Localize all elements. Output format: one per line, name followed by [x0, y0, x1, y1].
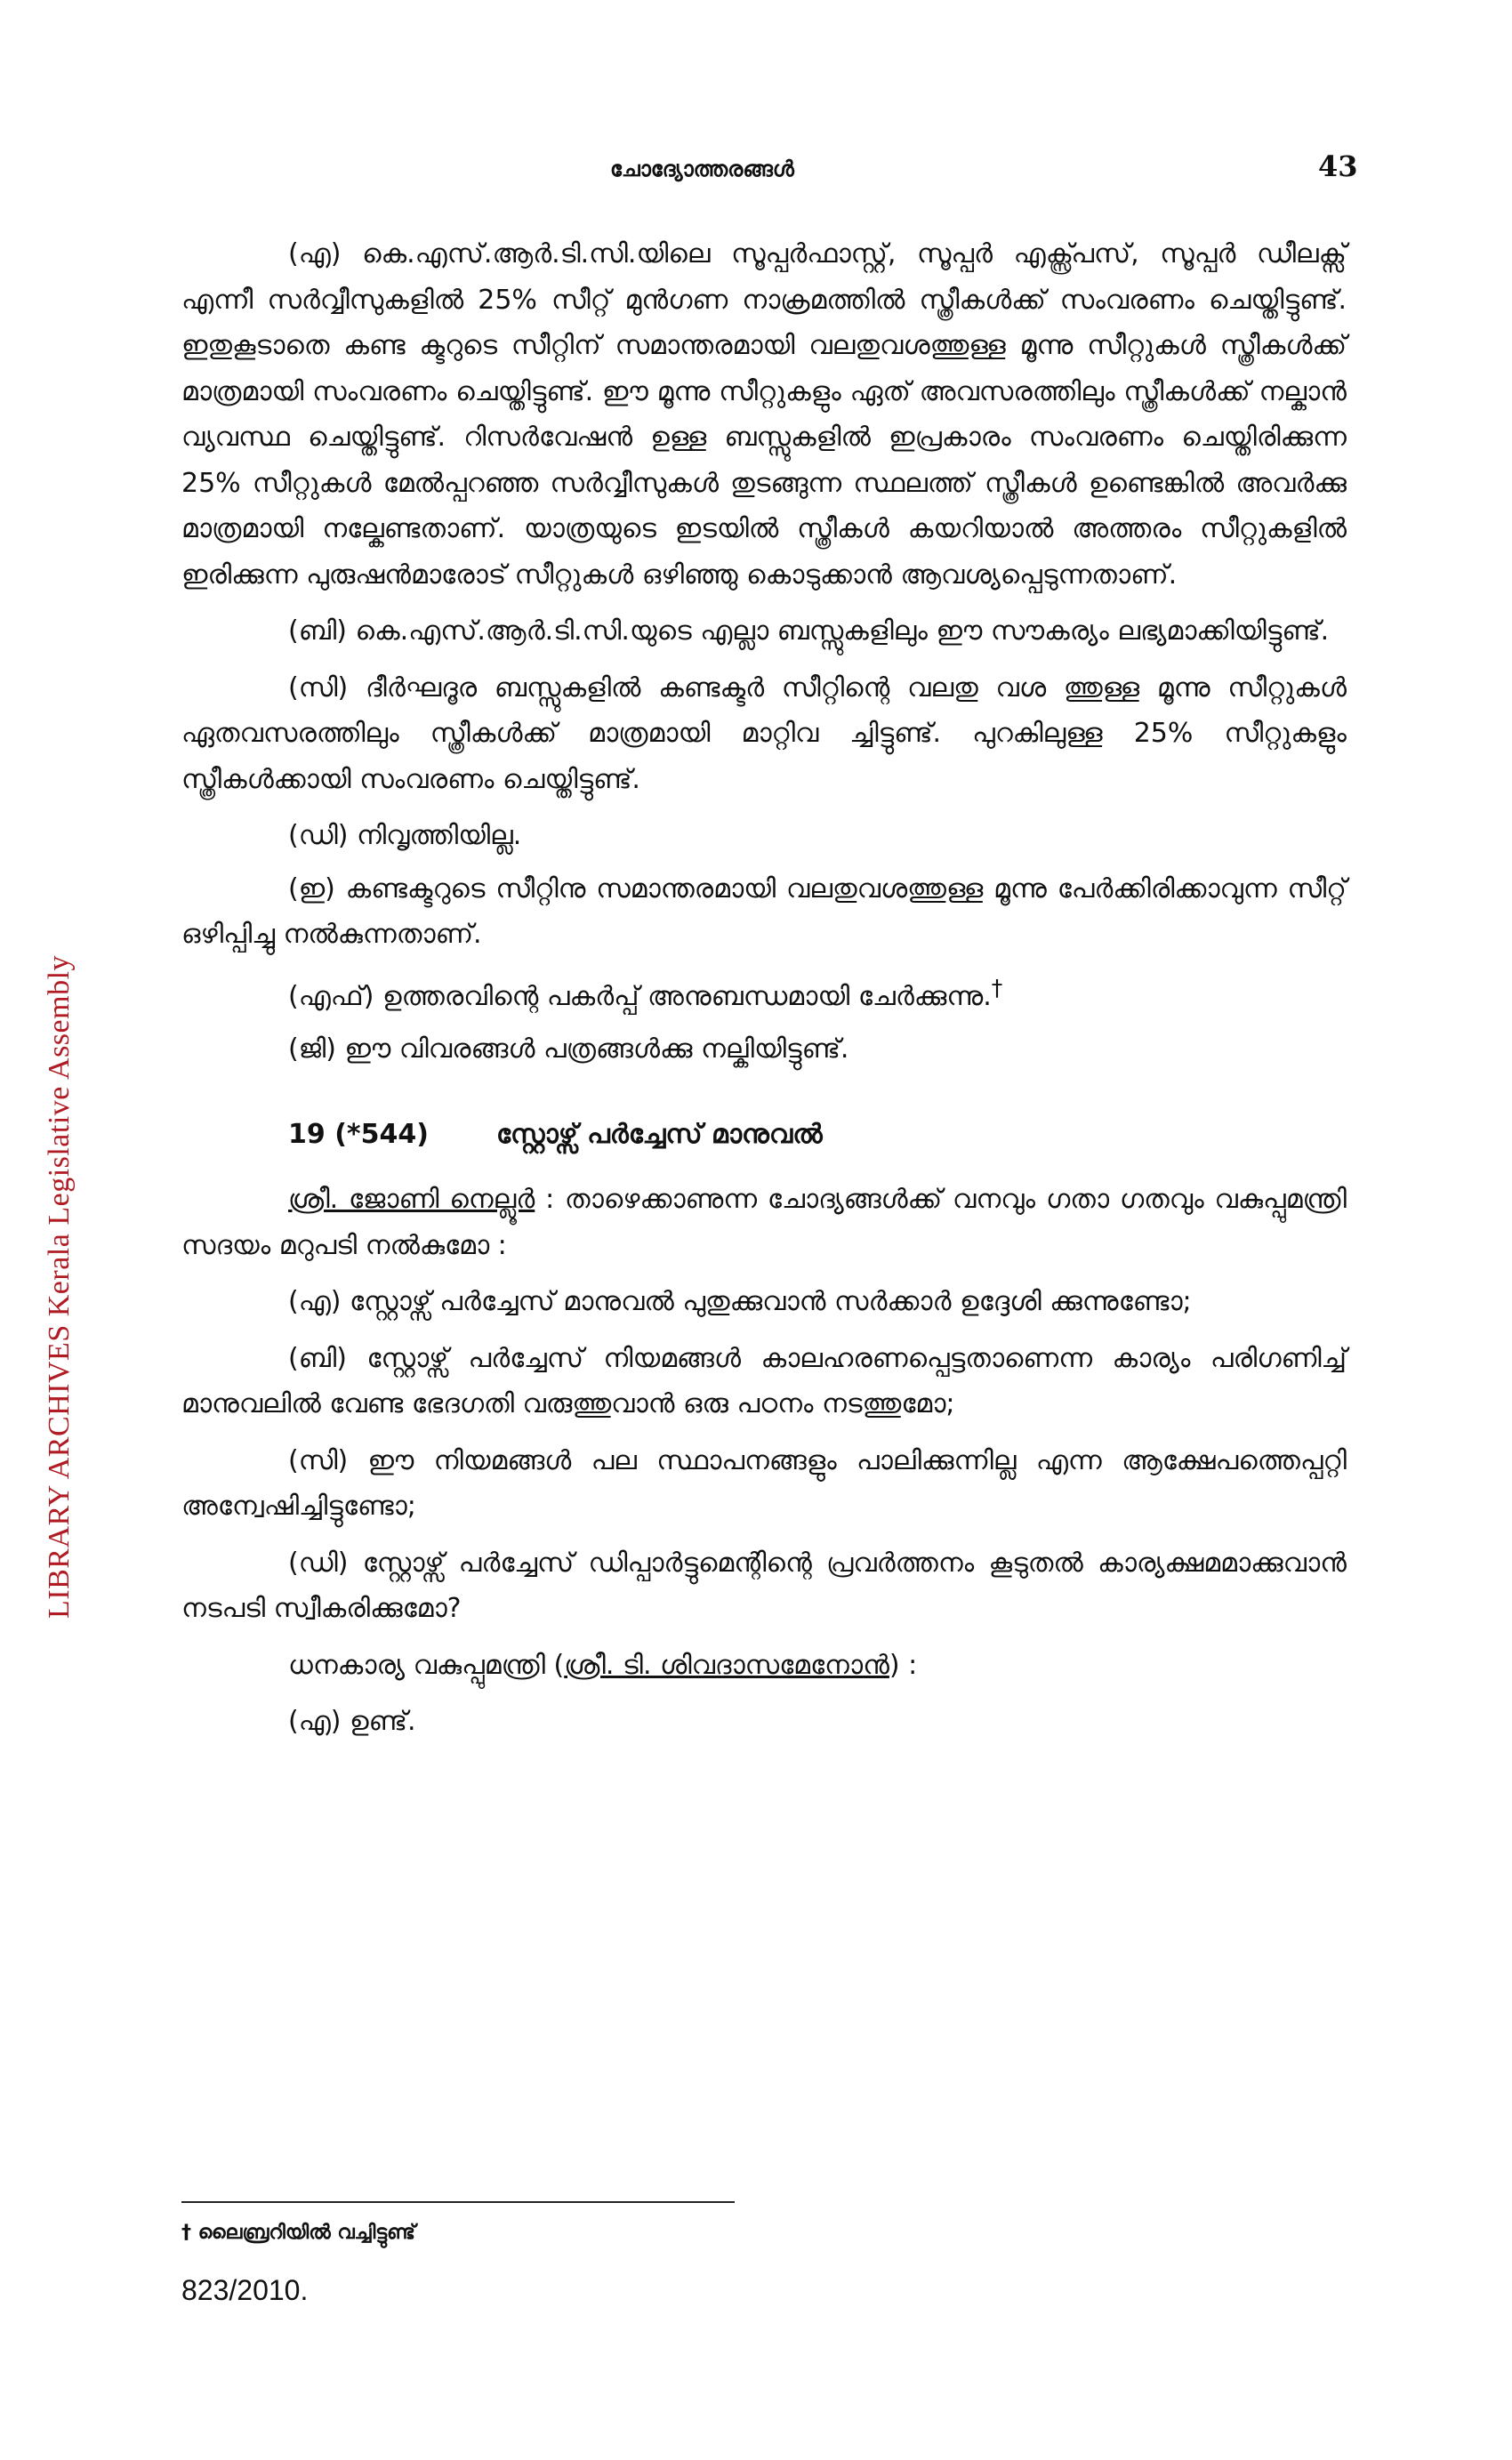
reply-suffix: ) : — [889, 1649, 918, 1681]
answer-part-f — [181, 965, 1347, 1020]
question-number: 19 (*544) — [288, 1118, 429, 1150]
page-body — [181, 231, 1347, 1756]
question-part-a: (എ) സ്റ്റോഴ്സ് പർച്ചേസ് മാനുവൽ പുതുക്കുവാൻ സർക്കാർ ഉദ്ദേശി ക്കുന്നുണ്ടോ; — [288, 1286, 1192, 1317]
question-title: സ്റ്റോഴ്സ് പർച്ചേസ് മാനുവൽ — [496, 1118, 823, 1150]
question-part-b: (ബി) സ്റ്റോഴ്സ് പർച്ചേസ് നിയമങ്ങൾ കാലഹരണപ്പെട്ടതാണെന്ന കാര്യം പരിഗണിച്ച് മാനുവലിൽ വേണ്ട ഭേദഗതി വരുത്തുവാൻ ഒരു പഠനം നടത്തുമോ; — [181, 1342, 1347, 1419]
question-intro-text: : താഴെക്കാണുന്ന ചോദ്യങ്ങൾക്ക് വനവും ഗതാ ഗതവും വകുപ്പുമന്ത്രി സദയം മറുപടി നൽകുമോ : — [181, 1184, 1347, 1261]
answer-part-d: (ഡി) നിവൃത്തിയില്ല. — [288, 820, 522, 851]
answer-part-f-text: (എഫ്) ഉത്തരവിന്റെ പകർപ്പ് അനുബന്ധമായി ചേർക്കുന്നു. — [288, 980, 992, 1012]
reply-part-a: (എ) ഉണ്ട്. — [288, 1706, 416, 1737]
answer-part-a: (എ) കെ.എസ്.ആർ.ടി.സി.യിലെ സൂപ്പർഫാസ്റ്റ്, സൂപ്പർ എക്സ്പ്രസ്, സൂപ്പർ ഡീലക്സ് എന്നീ സർവ്വീസുകളിൽ 25% സീറ്റ് മുൻഗണ നാക്രമത്തിൽ സ്ത്രീകൾക്ക് സംവരണം ചെയ്തിട്ടുണ്ട്. ഇതുകൂടാതെ കണ്ട ക്ടറുടെ സീറ്റിന് സമാന്തരമായി വലതുവശത്തുള്ള മൂന്നു സീറ്റുകൾ സ്ത്രീകൾക്ക് മാത്രമായി സംവരണം ചെയ്തിട്ടുണ്ട്. ഈ മൂന്നു സീറ്റുകളും ഏത് അവസരത്തിലും സ്ത്രീകൾക്ക് നല്കാൻ വ്യവസ്ഥ ചെയ്തിട്ടുണ്ട്. റിസർവേഷൻ ഉള്ള ബസ്സുകളിൽ ഇപ്രകാരം സംവരണം ചെയ്തിരിക്കുന്ന 25% സീറ്റുകൾ മേൽപ്പറഞ്ഞ സർവ്വീസുകൾ തുടങ്ങുന്ന സ്ഥലത്ത് സ്ത്രീകൾ ഉണ്ടെങ്കിൽ അവർക്കു മാത്രമായി നല്കേണ്ടതാണ്. യാത്രയുടെ ഇടയിൽ സ്ത്രീകൾ കയറിയാൽ അത്തരം സീറ്റുകളിൽ ഇരിക്കുന്ന പുരുഷൻമാരോട് സീറ്റുകൾ ഒഴിഞ്ഞു കൊടുക്കാൻ ആവശ്യപ്പെടുന്നതാണ്. — [181, 238, 1347, 591]
watermark-text: LIBRARY ARCHIVES Kerala Legislative Assembly — [43, 954, 76, 1619]
question-heading — [181, 1112, 1347, 1158]
answer-part-e: (ഇ) കണ്ടക്ടറുടെ സീറ്റിനു സമാന്തരമായി വലതുവശത്തുള്ള മൂന്നു പേർക്കിരിക്കാവുന്ന സീറ്റ് ഒഴിപ്പിച്ചു നൽകുന്നതാണ്. — [181, 872, 1347, 950]
asker-name: ശ്രീ. ജോണി നെല്ലൂർ — [288, 1184, 535, 1215]
question-part-d: (ഡി) സ്റ്റോഴ്സ് പർച്ചേസ് ഡിപ്പാർട്ടുമെന്റിന്റെ പ്രവർത്തനം കൂടുതൽ കാര്യക്ഷമമാക്കുവാൻ നടപടി സ്വീകരിക്കുമോ? — [181, 1547, 1347, 1624]
answer-part-g: (ജി) ഈ വിവരങ്ങൾ പത്രങ്ങൾക്കു നല്കിയിട്ടുണ്ട്. — [288, 1033, 849, 1065]
question-part-c: (സി) ഈ നിയമങ്ങൾ പല സ്ഥാപനങ്ങളും പാലിക്കുന്നില്ല എന്ന ആക്ഷേപത്തെപ്പറ്റി അന്വേഷിച്ചിട്ടുണ്ടോ; — [181, 1444, 1347, 1522]
footnote-divider — [181, 2201, 735, 2203]
print-code: 823/2010. — [181, 2274, 309, 2306]
page-number: 43 — [1318, 149, 1358, 183]
answer-part-c: (സി) ദീർഘദൂര ബസ്സുകളിൽ കണ്ടക്ടർ സീറ്റിന്റെ വലതു വശ ത്തുള്ള മൂന്നു സീറ്റുകൾ ഏതവസരത്തിലും സ്ത്രീകൾക്ക് മാത്രമായി മാറ്റിവ ച്ചിട്ടുണ്ട്. പുറകിലുള്ള 25% സീറ്റുകളും സ്ത്രീകൾക്കായി സംവരണം ചെയ്തിട്ടുണ്ട്. — [181, 671, 1347, 795]
reply-intro — [181, 1643, 1347, 1689]
answer-part-b: (ബി) കെ.എസ്.ആർ.ടി.സി.യുടെ എല്ലാ ബസ്സുകളിലും ഈ സൗകര്യം ലഭ്യമാക്കിയിട്ടുണ്ട്. — [288, 615, 1330, 647]
library-archives-watermark — [43, 462, 96, 1619]
minister-name: ശ്രീ. ടി. ശിവദാസമേനോൻ — [564, 1649, 889, 1681]
footnote-marker: † — [991, 974, 1003, 1001]
question-intro — [181, 1177, 1347, 1268]
reply-prefix: ധനകാര്യ വകുപ്പുമന്ത്രി ( — [288, 1649, 565, 1681]
running-title: ചോദ്യോത്തരങ്ങൾ — [610, 157, 794, 181]
footnote: † ലൈബ്രറിയിൽ വച്ചിട്ടുണ്ട് — [181, 2222, 415, 2244]
